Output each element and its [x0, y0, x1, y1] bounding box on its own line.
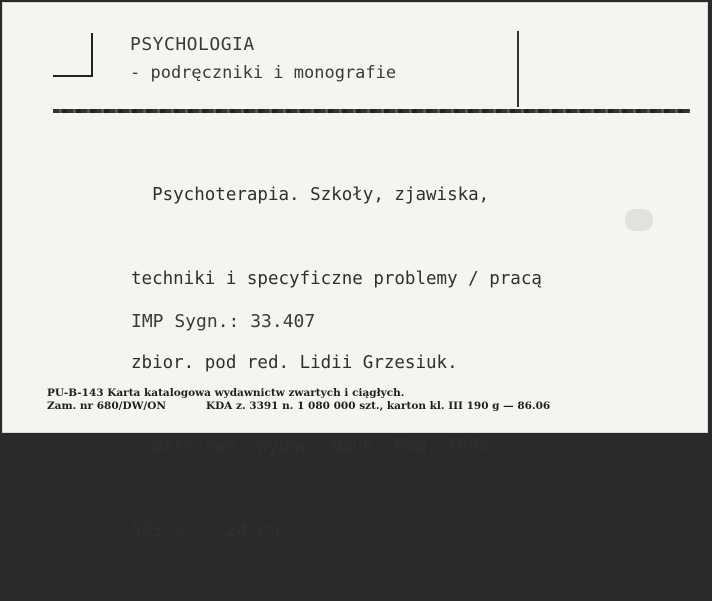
horizontal-rule: [53, 109, 690, 113]
card-footer: [47, 387, 550, 413]
description-line: Psychoterapia. Szkoły, zjawiska,: [131, 185, 490, 205]
catalog-card: [2, 2, 708, 541]
vertical-divider: [517, 31, 519, 107]
description-line: zbior. pod red. Lidii Grzesiuk.: [131, 353, 458, 373]
subject-subdivision: - podręczniki i monografie: [130, 63, 397, 83]
description-line: techniki i specyficzne problemy / pracą: [131, 269, 542, 289]
description-line: Warszawa: Wydaw. Nauk. PWN, 1994. -: [131, 437, 521, 457]
print-info: KDA z. 3391 n. 1 080 000 szt., karton kl. III 190 g — 86.06: [205, 400, 551, 412]
corner-bracket-mark: [53, 33, 93, 77]
description-line: 503 s. ; 24 cm: [131, 521, 279, 541]
smudge-mark: [625, 209, 653, 231]
bibliographic-description: [131, 125, 651, 601]
subject-title: PSYCHOLOGIA: [130, 34, 255, 55]
call-number: IMP Sygn.: 33.407: [131, 311, 316, 332]
subject-heading: [130, 33, 396, 85]
footer-line-1: PU-B-143 Karta katalogowa wydawnictw zwartych i ciągłych.: [47, 387, 405, 399]
order-number: Zam. nr 680/DW/ON: [47, 400, 166, 412]
